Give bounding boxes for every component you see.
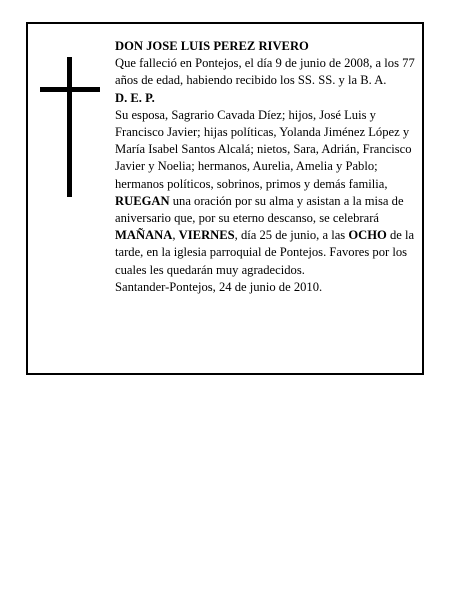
notice-text [115, 38, 421, 296]
request-ocho: OCHO [348, 228, 387, 243]
request-text-2: , día 25 de junio, a las [234, 228, 349, 243]
family-list: Su esposa, Sagrario Cavada Díez; hijos, José Luis y Francisco Javier; hijas políticas, Yolanda Jiménez López y María Isabel Santos Alcalá; nietos, Sara, Adrián, Francisco Javier y Noelia; hermanos, Aurelia, Amelia y Pablo; hermanos políticos, sobrinos, primos y demás familia, [115, 107, 412, 191]
obituary-notice [26, 22, 424, 375]
rip-line: D. E. P. [115, 90, 155, 105]
place-date: Santander-Pontejos, 24 de junio de 2010. [115, 279, 323, 294]
request-comma: , [172, 228, 179, 243]
request-text-1: una oración por su alma y asistan a la misa de aniversario que, por su eterno descanso, se celebrará [115, 193, 404, 226]
cross-horizontal-bar [40, 87, 100, 92]
cross-icon [40, 57, 100, 197]
deceased-name: DON JOSE LUIS PEREZ RIVERO [115, 39, 309, 53]
request-ruegan: RUEGAN [115, 193, 170, 208]
request-manana: MAÑANA [115, 228, 173, 243]
mass-request [115, 193, 421, 279]
request-viernes: VIERNES [178, 228, 235, 243]
cross-vertical-bar [67, 57, 72, 197]
death-details: Que falleció en Pontejos, el día 9 de junio de 2008, a los 77 años de edad, habiendo recibido los SS. SS. y la B. A. [115, 56, 415, 88]
request-text-3: de la tarde, en la iglesia parroquial de Pontejos. Favores por los cuales les quedarán muy agradecidos. [115, 228, 415, 277]
